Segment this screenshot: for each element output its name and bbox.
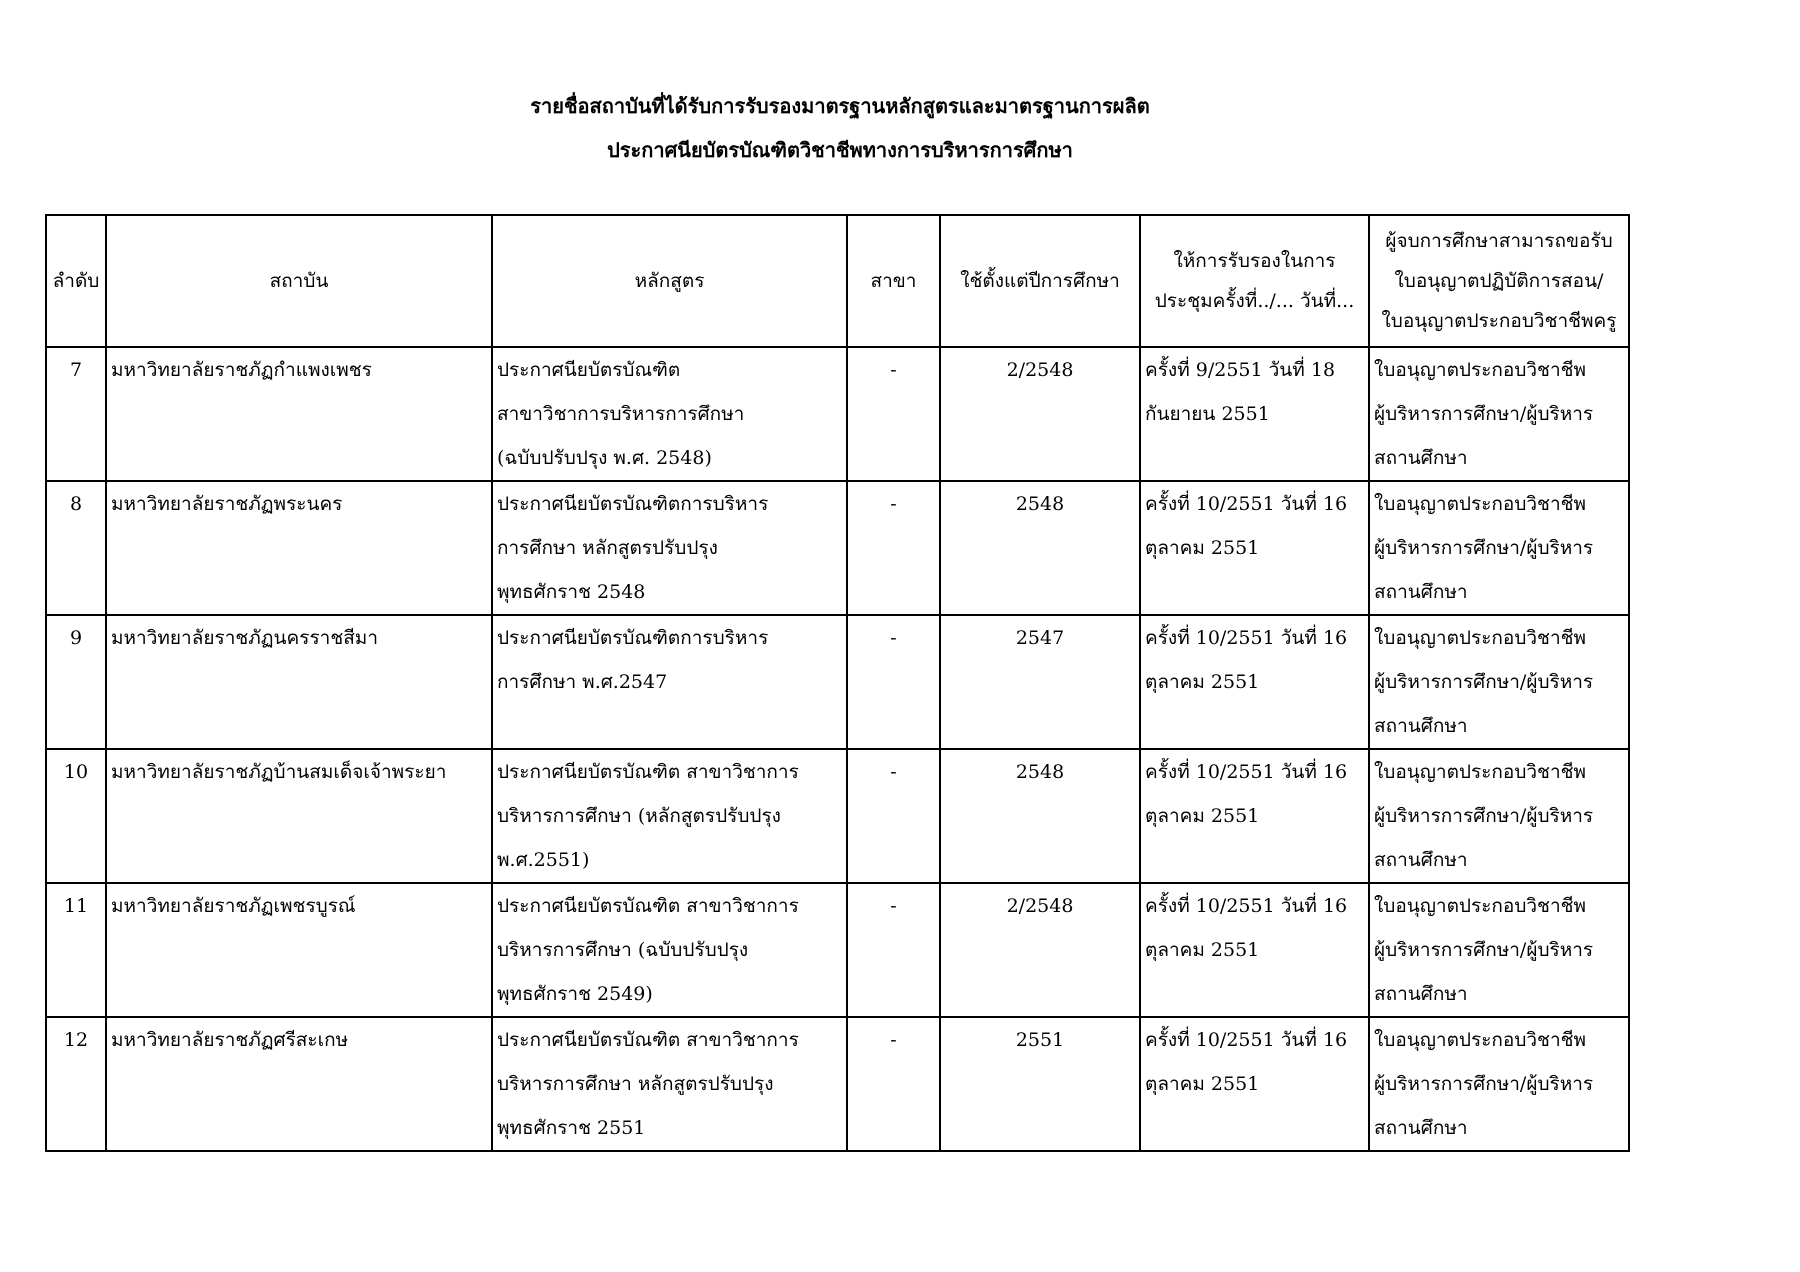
header-approval-line-2: ประชุมครั้งที่../... วันที่... bbox=[1154, 290, 1355, 312]
institution-table bbox=[45, 214, 1630, 1152]
cell-since-year: 2551 bbox=[940, 1017, 1140, 1151]
cell-branch: - bbox=[847, 1017, 940, 1151]
cell-approval-line-1: ครั้งที่ 10/2551 วันที่ 16 bbox=[1145, 761, 1348, 783]
cell-license-line-2: ผู้บริหารการศึกษา/ผู้บริหาร bbox=[1374, 1073, 1594, 1095]
cell-since-year: 2/2548 bbox=[940, 883, 1140, 1017]
cell-order: 7 bbox=[46, 347, 106, 481]
cell-curriculum-line-1: ประกาศนียบัตรบัณฑิต bbox=[497, 359, 681, 381]
header-license-line-2: ใบอนุญาตปฏิบัติการสอน/ bbox=[1394, 270, 1604, 292]
cell-approval-line-1: ครั้งที่ 10/2551 วันที่ 16 bbox=[1145, 1029, 1348, 1051]
cell-since-year: 2547 bbox=[940, 615, 1140, 749]
cell-curriculum-line-1: ประกาศนียบัตรบัณฑิต สาขาวิชาการ bbox=[497, 1029, 799, 1051]
cell-license-line-1: ใบอนุญาตประกอบวิชาชีพ bbox=[1374, 1029, 1587, 1051]
cell-license bbox=[1369, 481, 1629, 615]
cell-approval-line-2: ตุลาคม 2551 bbox=[1145, 805, 1260, 827]
table-row bbox=[46, 1017, 1629, 1151]
cell-curriculum bbox=[492, 1017, 847, 1151]
table-row bbox=[46, 481, 1629, 615]
title-line-1: รายชื่อสถาบันที่ได้รับการรับรองมาตรฐานหลักสูตรและมาตรฐานการผลิต bbox=[530, 94, 1150, 118]
cell-approval-line-2: ตุลาคม 2551 bbox=[1145, 939, 1260, 961]
cell-license-line-1: ใบอนุญาตประกอบวิชาชีพ bbox=[1374, 359, 1587, 381]
cell-since-year: 2/2548 bbox=[940, 347, 1140, 481]
cell-approval bbox=[1140, 347, 1369, 481]
cell-branch: - bbox=[847, 883, 940, 1017]
table-header-row bbox=[46, 215, 1629, 347]
cell-order: 11 bbox=[46, 883, 106, 1017]
table-row bbox=[46, 883, 1629, 1017]
cell-order: 8 bbox=[46, 481, 106, 615]
cell-curriculum bbox=[492, 883, 847, 1017]
cell-license-line-2: ผู้บริหารการศึกษา/ผู้บริหาร bbox=[1374, 939, 1594, 961]
cell-curriculum-line-1: ประกาศนียบัตรบัณฑิต สาขาวิชาการ bbox=[497, 895, 799, 917]
cell-license-line-3: สถานศึกษา bbox=[1374, 849, 1468, 871]
header-approval bbox=[1140, 215, 1369, 347]
cell-license-line-1: ใบอนุญาตประกอบวิชาชีพ bbox=[1374, 761, 1587, 783]
cell-curriculum bbox=[492, 615, 847, 749]
cell-license-line-1: ใบอนุญาตประกอบวิชาชีพ bbox=[1374, 895, 1587, 917]
cell-curriculum-line-2: บริหารการศึกษา (หลักสูตรปรับปรุง bbox=[497, 805, 781, 827]
cell-institution: มหาวิทยาลัยราชภัฏนครราชสีมา bbox=[106, 615, 492, 749]
cell-approval bbox=[1140, 749, 1369, 883]
cell-license bbox=[1369, 347, 1629, 481]
cell-curriculum-line-2: บริหารการศึกษา (ฉบับปรับปรุง bbox=[497, 939, 749, 961]
cell-curriculum-line-3 bbox=[497, 704, 842, 748]
cell-license bbox=[1369, 615, 1629, 749]
cell-license-line-2: ผู้บริหารการศึกษา/ผู้บริหาร bbox=[1374, 403, 1594, 425]
cell-license-line-3: สถานศึกษา bbox=[1374, 715, 1468, 737]
header-license-line-1: ผู้จบการศึกษาสามารถขอรับ bbox=[1385, 230, 1613, 252]
cell-branch: - bbox=[847, 481, 940, 615]
cell-approval-line-2: ตุลาคม 2551 bbox=[1145, 1073, 1260, 1095]
cell-institution: มหาวิทยาลัยราชภัฏพระนคร bbox=[106, 481, 492, 615]
header-institution bbox=[106, 215, 492, 347]
cell-order: 10 bbox=[46, 749, 106, 883]
cell-curriculum-line-1: ประกาศนียบัตรบัณฑิตการบริหาร bbox=[497, 493, 769, 515]
table-row bbox=[46, 347, 1629, 481]
cell-license-line-3: สถานศึกษา bbox=[1374, 1117, 1468, 1139]
header-branch bbox=[847, 215, 940, 347]
cell-curriculum-line-3: (ฉบับปรับปรุง พ.ศ. 2548) bbox=[497, 447, 712, 469]
cell-institution: มหาวิทยาลัยราชภัฏเพชรบูรณ์ bbox=[106, 883, 492, 1017]
cell-institution: มหาวิทยาลัยราชภัฏศรีสะเกษ bbox=[106, 1017, 492, 1151]
cell-branch: - bbox=[847, 749, 940, 883]
header-curriculum bbox=[492, 215, 847, 347]
cell-curriculum-line-2: สาขาวิชาการบริหารการศึกษา bbox=[497, 403, 745, 425]
cell-license-line-2: ผู้บริหารการศึกษา/ผู้บริหาร bbox=[1374, 671, 1594, 693]
cell-curriculum-line-2: บริหารการศึกษา หลักสูตรปรับปรุง bbox=[497, 1073, 774, 1095]
header-branch-label: สาขา bbox=[870, 270, 917, 292]
header-order bbox=[46, 215, 106, 347]
cell-curriculum-line-3: พุทธศักราช 2551 bbox=[497, 1117, 646, 1139]
cell-curriculum-line-1: ประกาศนียบัตรบัณฑิต สาขาวิชาการ bbox=[497, 761, 799, 783]
cell-curriculum-line-2: การศึกษา พ.ศ.2547 bbox=[497, 671, 668, 693]
header-since-year-label: ใช้ตั้งแต่ปีการศึกษา bbox=[960, 270, 1120, 292]
table-row bbox=[46, 749, 1629, 883]
header-license bbox=[1369, 215, 1629, 347]
title-line-2: ประกาศนียบัตรบัณฑิตวิชาชีพทางการบริหารการศึกษา bbox=[607, 138, 1073, 162]
header-institution-label: สถาบัน bbox=[269, 270, 329, 292]
cell-approval-line-2: กันยายน 2551 bbox=[1145, 403, 1270, 425]
cell-since-year: 2548 bbox=[940, 749, 1140, 883]
cell-curriculum bbox=[492, 481, 847, 615]
cell-approval-line-2: ตุลาคม 2551 bbox=[1145, 537, 1260, 559]
cell-approval-line-1: ครั้งที่ 9/2551 วันที่ 18 bbox=[1145, 359, 1336, 381]
cell-curriculum-line-2: การศึกษา หลักสูตรปรับปรุง bbox=[497, 537, 718, 559]
header-order-label: ลำดับ bbox=[52, 270, 100, 292]
table-row bbox=[46, 615, 1629, 749]
cell-approval bbox=[1140, 481, 1369, 615]
cell-license bbox=[1369, 749, 1629, 883]
cell-approval bbox=[1140, 1017, 1369, 1151]
cell-license-line-1: ใบอนุญาตประกอบวิชาชีพ bbox=[1374, 627, 1587, 649]
cell-curriculum-line-1: ประกาศนียบัตรบัณฑิตการบริหาร bbox=[497, 627, 769, 649]
cell-license-line-2: ผู้บริหารการศึกษา/ผู้บริหาร bbox=[1374, 537, 1594, 559]
cell-approval bbox=[1140, 615, 1369, 749]
cell-institution: มหาวิทยาลัยราชภัฏบ้านสมเด็จเจ้าพระยา bbox=[106, 749, 492, 883]
cell-curriculum bbox=[492, 347, 847, 481]
cell-institution: มหาวิทยาลัยราชภัฏกำแพงเพชร bbox=[106, 347, 492, 481]
cell-license-line-2: ผู้บริหารการศึกษา/ผู้บริหาร bbox=[1374, 805, 1594, 827]
cell-branch: - bbox=[847, 615, 940, 749]
cell-curriculum-line-3: พ.ศ.2551) bbox=[497, 849, 590, 871]
cell-approval-line-1: ครั้งที่ 10/2551 วันที่ 16 bbox=[1145, 895, 1348, 917]
cell-curriculum bbox=[492, 749, 847, 883]
cell-license-line-3: สถานศึกษา bbox=[1374, 983, 1468, 1005]
cell-curriculum-line-3: พุทธศักราช 2548 bbox=[497, 581, 646, 603]
header-curriculum-label: หลักสูตร bbox=[634, 270, 705, 292]
cell-approval bbox=[1140, 883, 1369, 1017]
cell-approval-line-1: ครั้งที่ 10/2551 วันที่ 16 bbox=[1145, 493, 1348, 515]
cell-license-line-3: สถานศึกษา bbox=[1374, 581, 1468, 603]
cell-license bbox=[1369, 1017, 1629, 1151]
cell-order: 12 bbox=[46, 1017, 106, 1151]
cell-approval-line-2: ตุลาคม 2551 bbox=[1145, 671, 1260, 693]
cell-approval-line-1: ครั้งที่ 10/2551 วันที่ 16 bbox=[1145, 627, 1348, 649]
cell-license-line-3: สถานศึกษา bbox=[1374, 447, 1468, 469]
document-title bbox=[0, 84, 1680, 172]
cell-order: 9 bbox=[46, 615, 106, 749]
header-approval-line-1: ให้การรับรองในการ bbox=[1173, 250, 1336, 272]
cell-branch: - bbox=[847, 347, 940, 481]
header-license-line-3: ใบอนุญาตประกอบวิชาชีพครู bbox=[1381, 310, 1617, 332]
cell-curriculum-line-3: พุทธศักราช 2549) bbox=[497, 983, 653, 1005]
cell-since-year: 2548 bbox=[940, 481, 1140, 615]
header-since-year bbox=[940, 215, 1140, 347]
cell-license-line-1: ใบอนุญาตประกอบวิชาชีพ bbox=[1374, 493, 1587, 515]
cell-license bbox=[1369, 883, 1629, 1017]
